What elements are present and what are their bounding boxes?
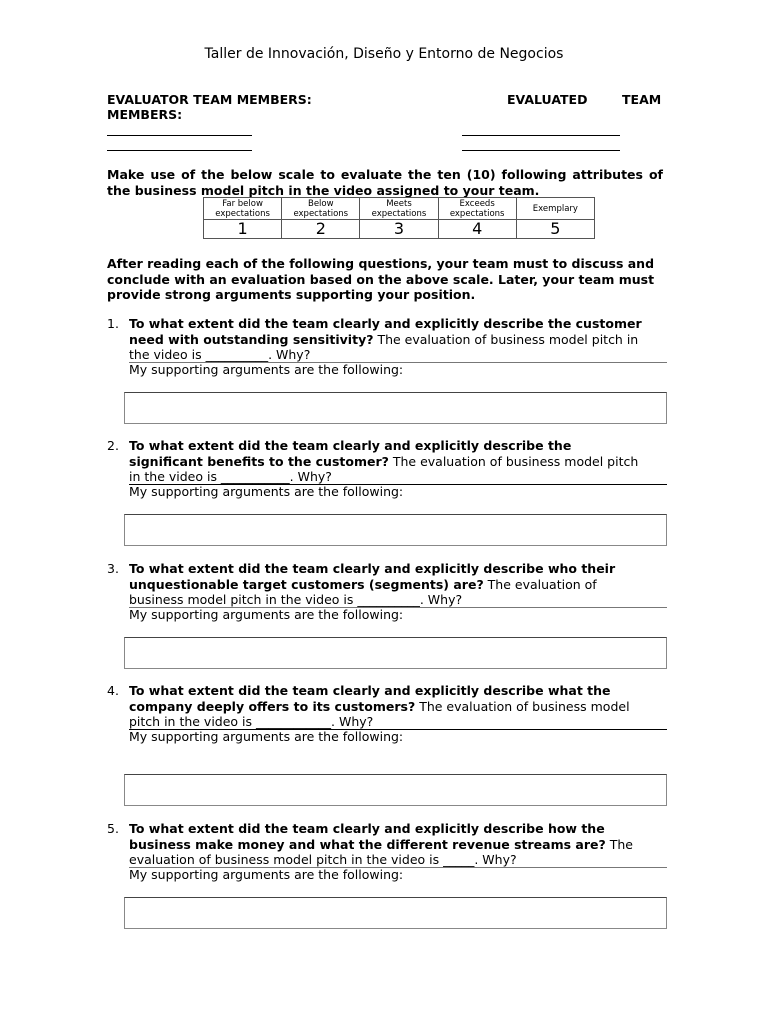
scale-value-cell: 5 xyxy=(516,220,594,239)
supporting-arguments-label: My supporting arguments are the following: xyxy=(129,867,404,882)
document-title: Taller de Innovación, Diseño y Entorno de Negocios xyxy=(204,46,564,62)
scale-label-cell: Exemplary xyxy=(516,198,594,220)
question-text: To what extent did the team clearly and explicitly describe who their unquestionable target customers (segments) are? The evaluation of business model pitch in the video is __________. Why? xyxy=(129,561,616,607)
evaluated-label: EVALUATED xyxy=(507,92,588,107)
scale-value-cell: 4 xyxy=(438,220,516,239)
arguments-box[interactable] xyxy=(124,774,667,806)
question-number: 1. xyxy=(107,316,119,331)
evaluated-member-line[interactable] xyxy=(462,135,620,136)
supporting-arguments-label: My supporting arguments are the following: xyxy=(129,729,404,744)
members-label: MEMBERS: xyxy=(107,107,183,122)
supporting-arguments-label: My supporting arguments are the following: xyxy=(129,362,404,377)
evaluator-team-label: EVALUATOR TEAM MEMBERS: xyxy=(107,92,312,107)
evaluated-member-line[interactable] xyxy=(462,150,620,151)
team-label: TEAM xyxy=(622,92,662,107)
scale-value-cell: 1 xyxy=(204,220,282,239)
question-number: 5. xyxy=(107,821,119,836)
question-number: 4. xyxy=(107,683,119,698)
question-number: 2. xyxy=(107,438,119,453)
scale-label-cell: Below expectations xyxy=(282,198,360,220)
scale-value-cell: 3 xyxy=(360,220,438,239)
question-text: To what extent did the team clearly and explicitly describe what the company deeply offers to its customers? The evaluation of business model pitch in the video is ____________. Why? xyxy=(129,683,630,729)
arguments-box[interactable] xyxy=(124,392,667,424)
scale-label-cell: Exceeds expectations xyxy=(438,198,516,220)
evaluator-member-line[interactable] xyxy=(107,135,252,136)
instructions: After reading each of the following questions, your team must to discuss and conclude with an evaluation based on the above scale. Later, your team must provide strong arguments supporting your position. xyxy=(107,256,655,302)
supporting-arguments-label: My supporting arguments are the following: xyxy=(129,484,404,499)
evaluation-scale-table xyxy=(203,197,595,239)
arguments-box[interactable] xyxy=(124,897,667,929)
supporting-arguments-label: My supporting arguments are the following: xyxy=(129,607,404,622)
scale-label-cell: Meets expectations xyxy=(360,198,438,220)
scale-label-cell: Far below expectations xyxy=(204,198,282,220)
question-text: To what extent did the team clearly and explicitly describe the significant benefits to the customer? The evaluation of business model pitch in the video is ___________. Why? xyxy=(129,438,639,484)
question-number: 3. xyxy=(107,561,119,576)
arguments-box[interactable] xyxy=(124,637,667,669)
question-text: To what extent did the team clearly and explicitly describe how the business make money and what the different revenue streams are? The evaluation of business model pitch in the video is _____. Why? xyxy=(129,821,633,867)
arguments-box[interactable] xyxy=(124,514,667,546)
question-text: To what extent did the team clearly and explicitly describe the customer need with outstanding sensitivity? The evaluation of business model pitch in the video is __________. Why? xyxy=(129,316,642,362)
evaluator-member-line[interactable] xyxy=(107,150,252,151)
scale-value-cell: 2 xyxy=(282,220,360,239)
scale-intro: Make use of the below scale to evaluate the ten (10) following attributes of the business model pitch in the video assigned to your team. xyxy=(107,167,663,198)
